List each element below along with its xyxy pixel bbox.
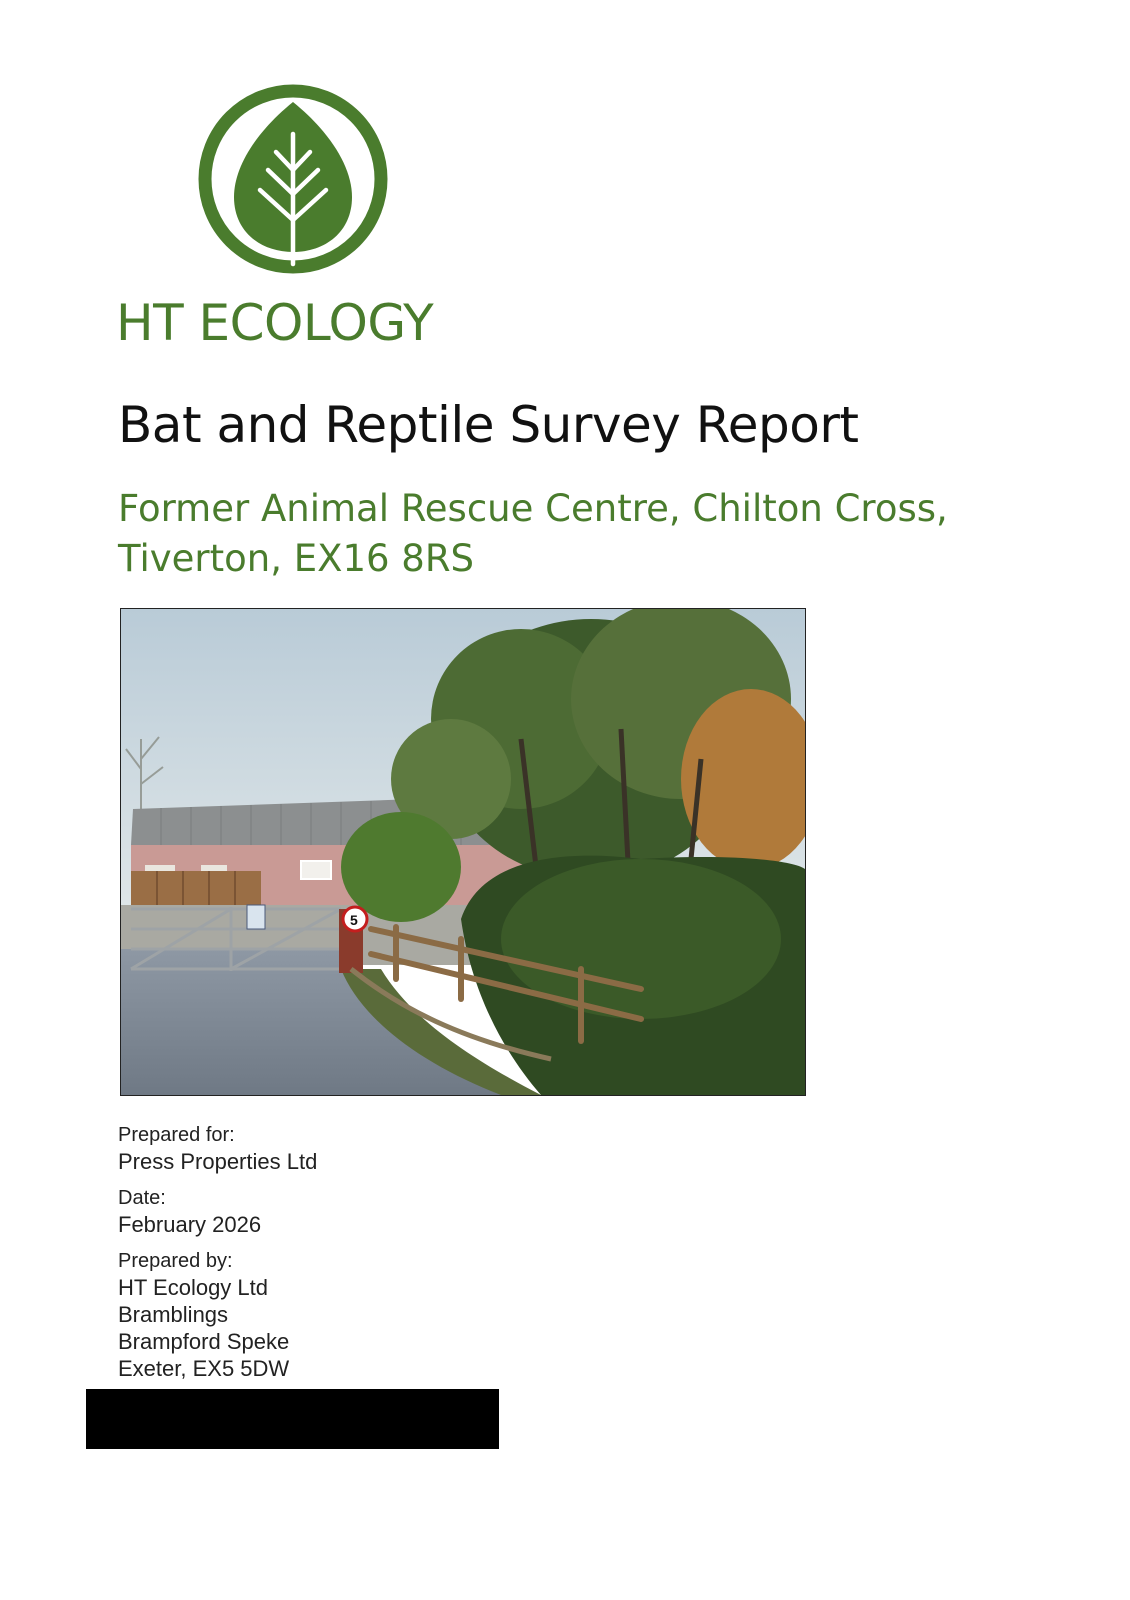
site-entrance-photo (121, 609, 805, 1095)
cover-photo (120, 608, 806, 1096)
prepared-for-value: Press Properties Ltd (118, 1149, 318, 1174)
brand-name: HT ECOLOGY (116, 294, 434, 352)
date-label: Date: (118, 1187, 166, 1209)
leaf-in-circle-icon (196, 82, 390, 276)
prepared-by-line: Brampford Speke (118, 1329, 290, 1354)
site-address (118, 484, 1018, 584)
redaction-bar (86, 1389, 499, 1449)
prepared-by-line: HT Ecology Ltd (118, 1275, 269, 1300)
site-address-line-1: Former Animal Rescue Centre, Chilton Cross, (118, 487, 948, 530)
prepared-for-label: Prepared for: (118, 1124, 235, 1146)
prepared-for-section (118, 1122, 317, 1175)
report-details (118, 1122, 317, 1392)
company-logo (196, 82, 390, 276)
prepared-by-line: Bramblings (118, 1302, 229, 1327)
date-section (118, 1185, 317, 1238)
date-value: February 2026 (118, 1212, 262, 1237)
site-address-line-2: Tiverton, EX16 8RS (118, 537, 475, 580)
prepared-by-line: Exeter, EX5 5DW (118, 1356, 290, 1381)
prepared-by-label: Prepared by: (118, 1250, 233, 1272)
report-title: Bat and Reptile Survey Report (118, 396, 859, 454)
prepared-by-section (118, 1248, 317, 1382)
speed-limit-sign: 5 (350, 912, 358, 928)
